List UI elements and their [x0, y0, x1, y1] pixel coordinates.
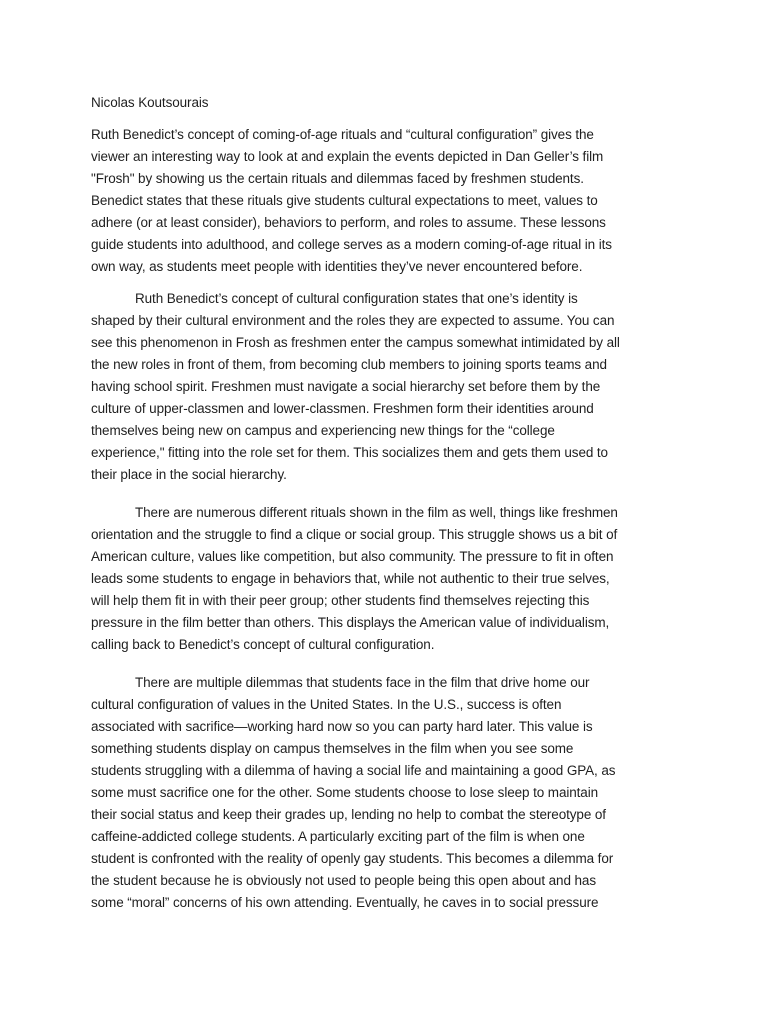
- paragraph-line: students struggling with a dilemma of having a social life and maintaining a good GPA, as: [91, 763, 616, 778]
- paragraph-line: calling back to Benedict’s concept of cultural configuration.: [91, 637, 435, 652]
- paragraph-line: Ruth Benedict’s concept of coming-of-age rituals and “cultural configuration” gives the: [91, 127, 594, 142]
- paragraph-line: the new roles in front of them, from becoming club members to joining sports teams and: [91, 357, 607, 372]
- paragraph-line: There are multiple dilemmas that students face in the film that drive home our: [135, 675, 590, 690]
- paragraph-line: Ruth Benedict’s concept of cultural configuration states that one’s identity is: [135, 291, 578, 306]
- paragraph-4: [91, 672, 691, 914]
- paragraph-line: guide students into adulthood, and college serves as a modern coming-of-age ritual in its: [91, 237, 612, 252]
- paragraph-line: cultural configuration of values in the United States. In the U.S., success is often: [91, 697, 562, 712]
- paragraph-line: their social status and keep their grades up, lending no help to combat the stereotype of: [91, 807, 606, 822]
- paragraph-line: something students display on campus themselves in the film when you see some: [91, 741, 574, 756]
- paragraph-1: [91, 124, 691, 278]
- paragraph-line: the student because he is obviously not used to people being this open about and has: [91, 873, 596, 888]
- paragraph-line: caffeine-addicted college students. A particularly exciting part of the film is when one: [91, 829, 585, 844]
- paragraph-line: their place in the social hierarchy.: [91, 467, 287, 482]
- paragraph-line: There are numerous different rituals shown in the film as well, things like freshmen: [135, 505, 618, 520]
- paragraph-line: having school spirit. Freshmen must navigate a social hierarchy set before them by the: [91, 379, 601, 394]
- paragraph-line: American culture, values like competition, but also community. The pressure to fit in often: [91, 549, 614, 564]
- paragraph-line: "Frosh" by showing us the certain rituals and dilemmas faced by freshmen students.: [91, 171, 584, 186]
- paragraph-line: some must sacrifice one for the other. Some students choose to lose sleep to maintain: [91, 785, 599, 800]
- paragraph-line: own way, as students meet people with identities they’ve never encountered before.: [91, 259, 583, 274]
- author-line: Nicolas Koutsourais: [91, 95, 209, 110]
- paragraph-line: student is confronted with the reality of openly gay students. This becomes a dilemma for: [91, 851, 614, 866]
- author-name: [91, 92, 691, 114]
- paragraph-line: leads some students to engage in behaviors that, while not authentic to their true selves,: [91, 571, 610, 586]
- paragraph-line: culture of upper-classmen and lower-classmen. Freshmen form their identities around: [91, 401, 594, 416]
- paragraph-line: associated with sacrifice—working hard now so you can party hard later. This value is: [91, 719, 593, 734]
- paragraph-line: Benedict states that these rituals give students cultural expectations to meet, values to: [91, 193, 598, 208]
- paragraph-3: [91, 502, 691, 656]
- paragraph-2: [91, 288, 691, 486]
- paragraph-line: pressure in the film better than others. This displays the American value of individualism,: [91, 615, 610, 630]
- paragraph-line: experience," fitting into the role set for them. This socializes them and gets them used to: [91, 445, 608, 460]
- paragraph-line: orientation and the struggle to find a clique or social group. This struggle shows us a bit of: [91, 527, 618, 542]
- paragraph-line: themselves being new on campus and experiencing new things for the “college: [91, 423, 555, 438]
- paragraph-line: see this phenomenon in Frosh as freshmen enter the campus somewhat intimidated by all: [91, 335, 620, 350]
- paragraph-line: some “moral” concerns of his own attending. Eventually, he caves in to social pressure: [91, 895, 599, 910]
- paragraph-line: adhere (or at least consider), behaviors to perform, and roles to assume. These lessons: [91, 215, 606, 230]
- paragraph-line: will help them fit in with their peer group; other students find themselves rejecting this: [91, 593, 590, 608]
- paragraph-line: shaped by their cultural environment and the roles they are expected to assume. You can: [91, 313, 615, 328]
- paragraph-line: viewer an interesting way to look at and explain the events depicted in Dan Geller’s film: [91, 149, 604, 164]
